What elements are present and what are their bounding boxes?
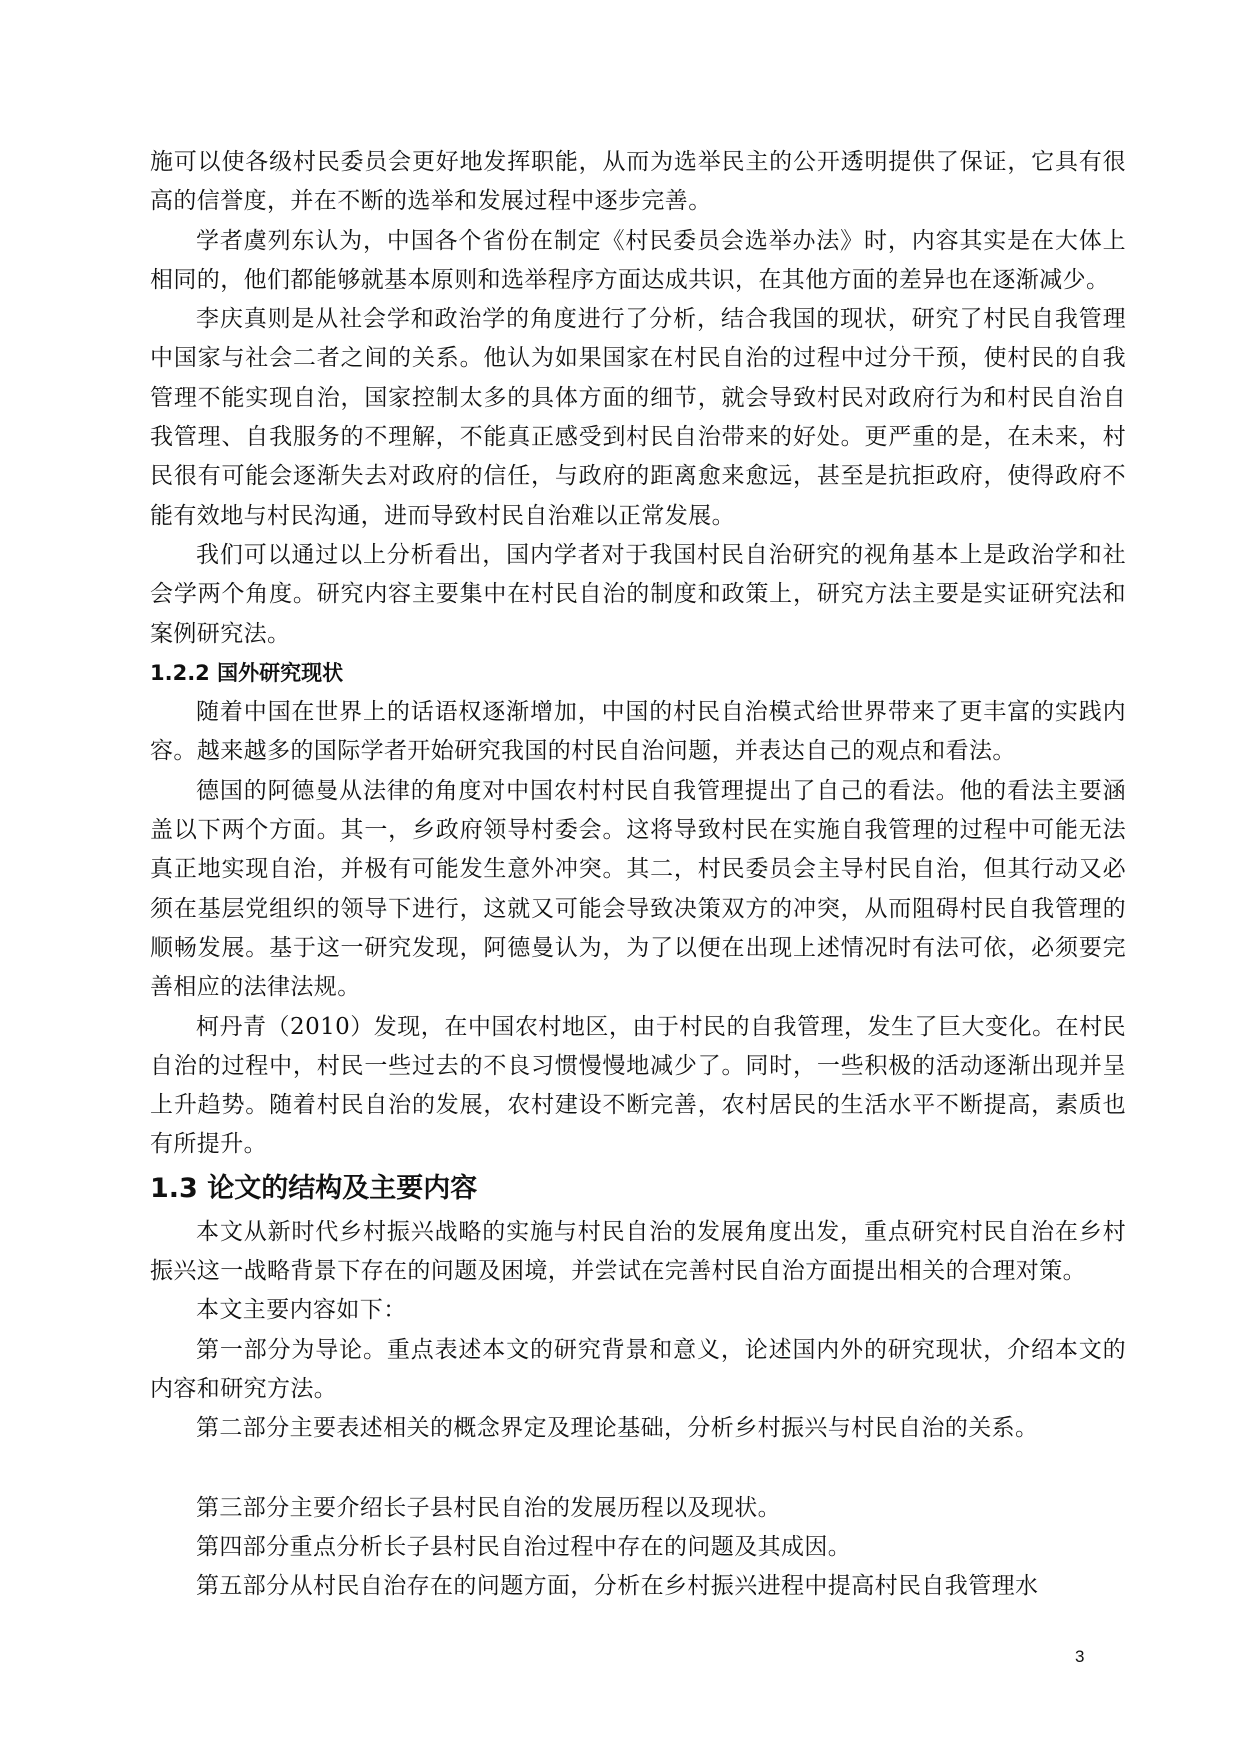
paragraph: 随着中国在世界上的话语权逐渐增加，中国的村民自治模式给世界带来了更丰富的实践内容。越来越多的国际学者开始研究我国的村民自治问题，并表达自己的观点和看法。 [150,699,1126,765]
section-heading-1-2-2: 1.2.2 国外研究现状 [150,660,344,685]
paragraph: 第三部分主要介绍长子县村民自治的发展历程以及现状。 [196,1494,781,1521]
paragraph: 第一部分为导论。重点表述本文的研究背景和意义，论述国内外的研究现状，介绍本文的内容和研究方法。 [150,1336,1126,1402]
paragraph: 第五部分从村民自治存在的问题方面，分析在乡村振兴进程中提高村民自我管理水 [196,1573,1039,1600]
paragraph: 学者虞列东认为，中国各个省份在制定《村民委员会选举办法》时，内容其实是在大体上相同的，他们都能够就基本原则和选举程序方面达成共识，在其他方面的差异也在逐渐减少。 [150,227,1126,293]
page-number: 3 [1075,1647,1085,1666]
section-heading-1-3: 1.3 论文的结构及主要内容 [150,1172,478,1204]
paragraph: 本文从新时代乡村振兴战略的实施与村民自治的发展角度出发，重点研究村民自治在乡村振兴这一战略背景下存在的问题及困境，并尝试在完善村民自治方面提出相关的合理对策。 [150,1218,1126,1285]
paragraph: 第二部分主要表述相关的概念界定及理论基础，分析乡村振兴与村民自治的关系。 [196,1415,1039,1442]
blank-line [150,1449,1126,1489]
paragraph: 李庆真则是从社会学和政治学的角度进行了分析，结合我国的现状，研究了村民自我管理中国家与社会二者之间的关系。他认为如果国家在村民自治的过程中过分干预，使村民的自我管理不能实现自治，国家控制太多的具体方面的细节，就会导致村民对政府行为和村民自治自我管理、自我服务的不理解，不能真正感受到村民自治带来的好处。更严重的是，在未来，村民很有可能会逐渐失去对政府的信任，与政府的距离愈来愈远，甚至是抗拒政府，使得政府不能有效地与村民沟通，进而导致村民自治难以正常发展。 [150,306,1126,529]
paragraph: 我们可以通过以上分析看出，国内学者对于我国村民自治研究的视角基本上是政治学和社会学两个角度。研究内容主要集中在村民自治的制度和政策上，研究方法主要是实证研究法和案例研究法。 [150,541,1126,647]
paragraph: 柯丹青（2010）发现，在中国农村地区，由于村民的自我管理，发生了巨大变化。在村民自治的过程中，村民一些过去的不良习惯慢慢地减少了。同时，一些积极的活动逐渐出现并呈上升趋势。随着村民自治的发展，农村建设不断完善，农村居民的生活水平不断提高，素质也有所提升。 [150,1013,1126,1158]
paragraph: 本文主要内容如下： [196,1297,407,1324]
paragraph: 施可以使各级村民委员会更好地发挥职能，从而为选举民主的公开透明提供了保证，它具有很高的信誉度，并在不断的选举和发展过程中逐步完善。 [150,149,1126,215]
document-body [150,143,1126,1606]
paragraph: 第四部分重点分析长子县村民自治过程中存在的问题及其成因。 [196,1533,852,1560]
paragraph: 德国的阿德曼从法律的角度对中国农村村民自我管理提出了自己的看法。他的看法主要涵盖以下两个方面。其一，乡政府领导村委会。这将导致村民在实施自我管理的过程中可能无法真正地实现自治，并极有可能发生意外冲突。其二，村民委员会主导村民自治，但其行动又必须在基层党组织的领导下进行，这就又可能会导致决策双方的冲突，从而阻碍村民自我管理的顺畅发展。基于这一研究发现，阿德曼认为，为了以便在出现上述情况时有法可依，必须要完善相应的法律法规。 [150,777,1126,1001]
